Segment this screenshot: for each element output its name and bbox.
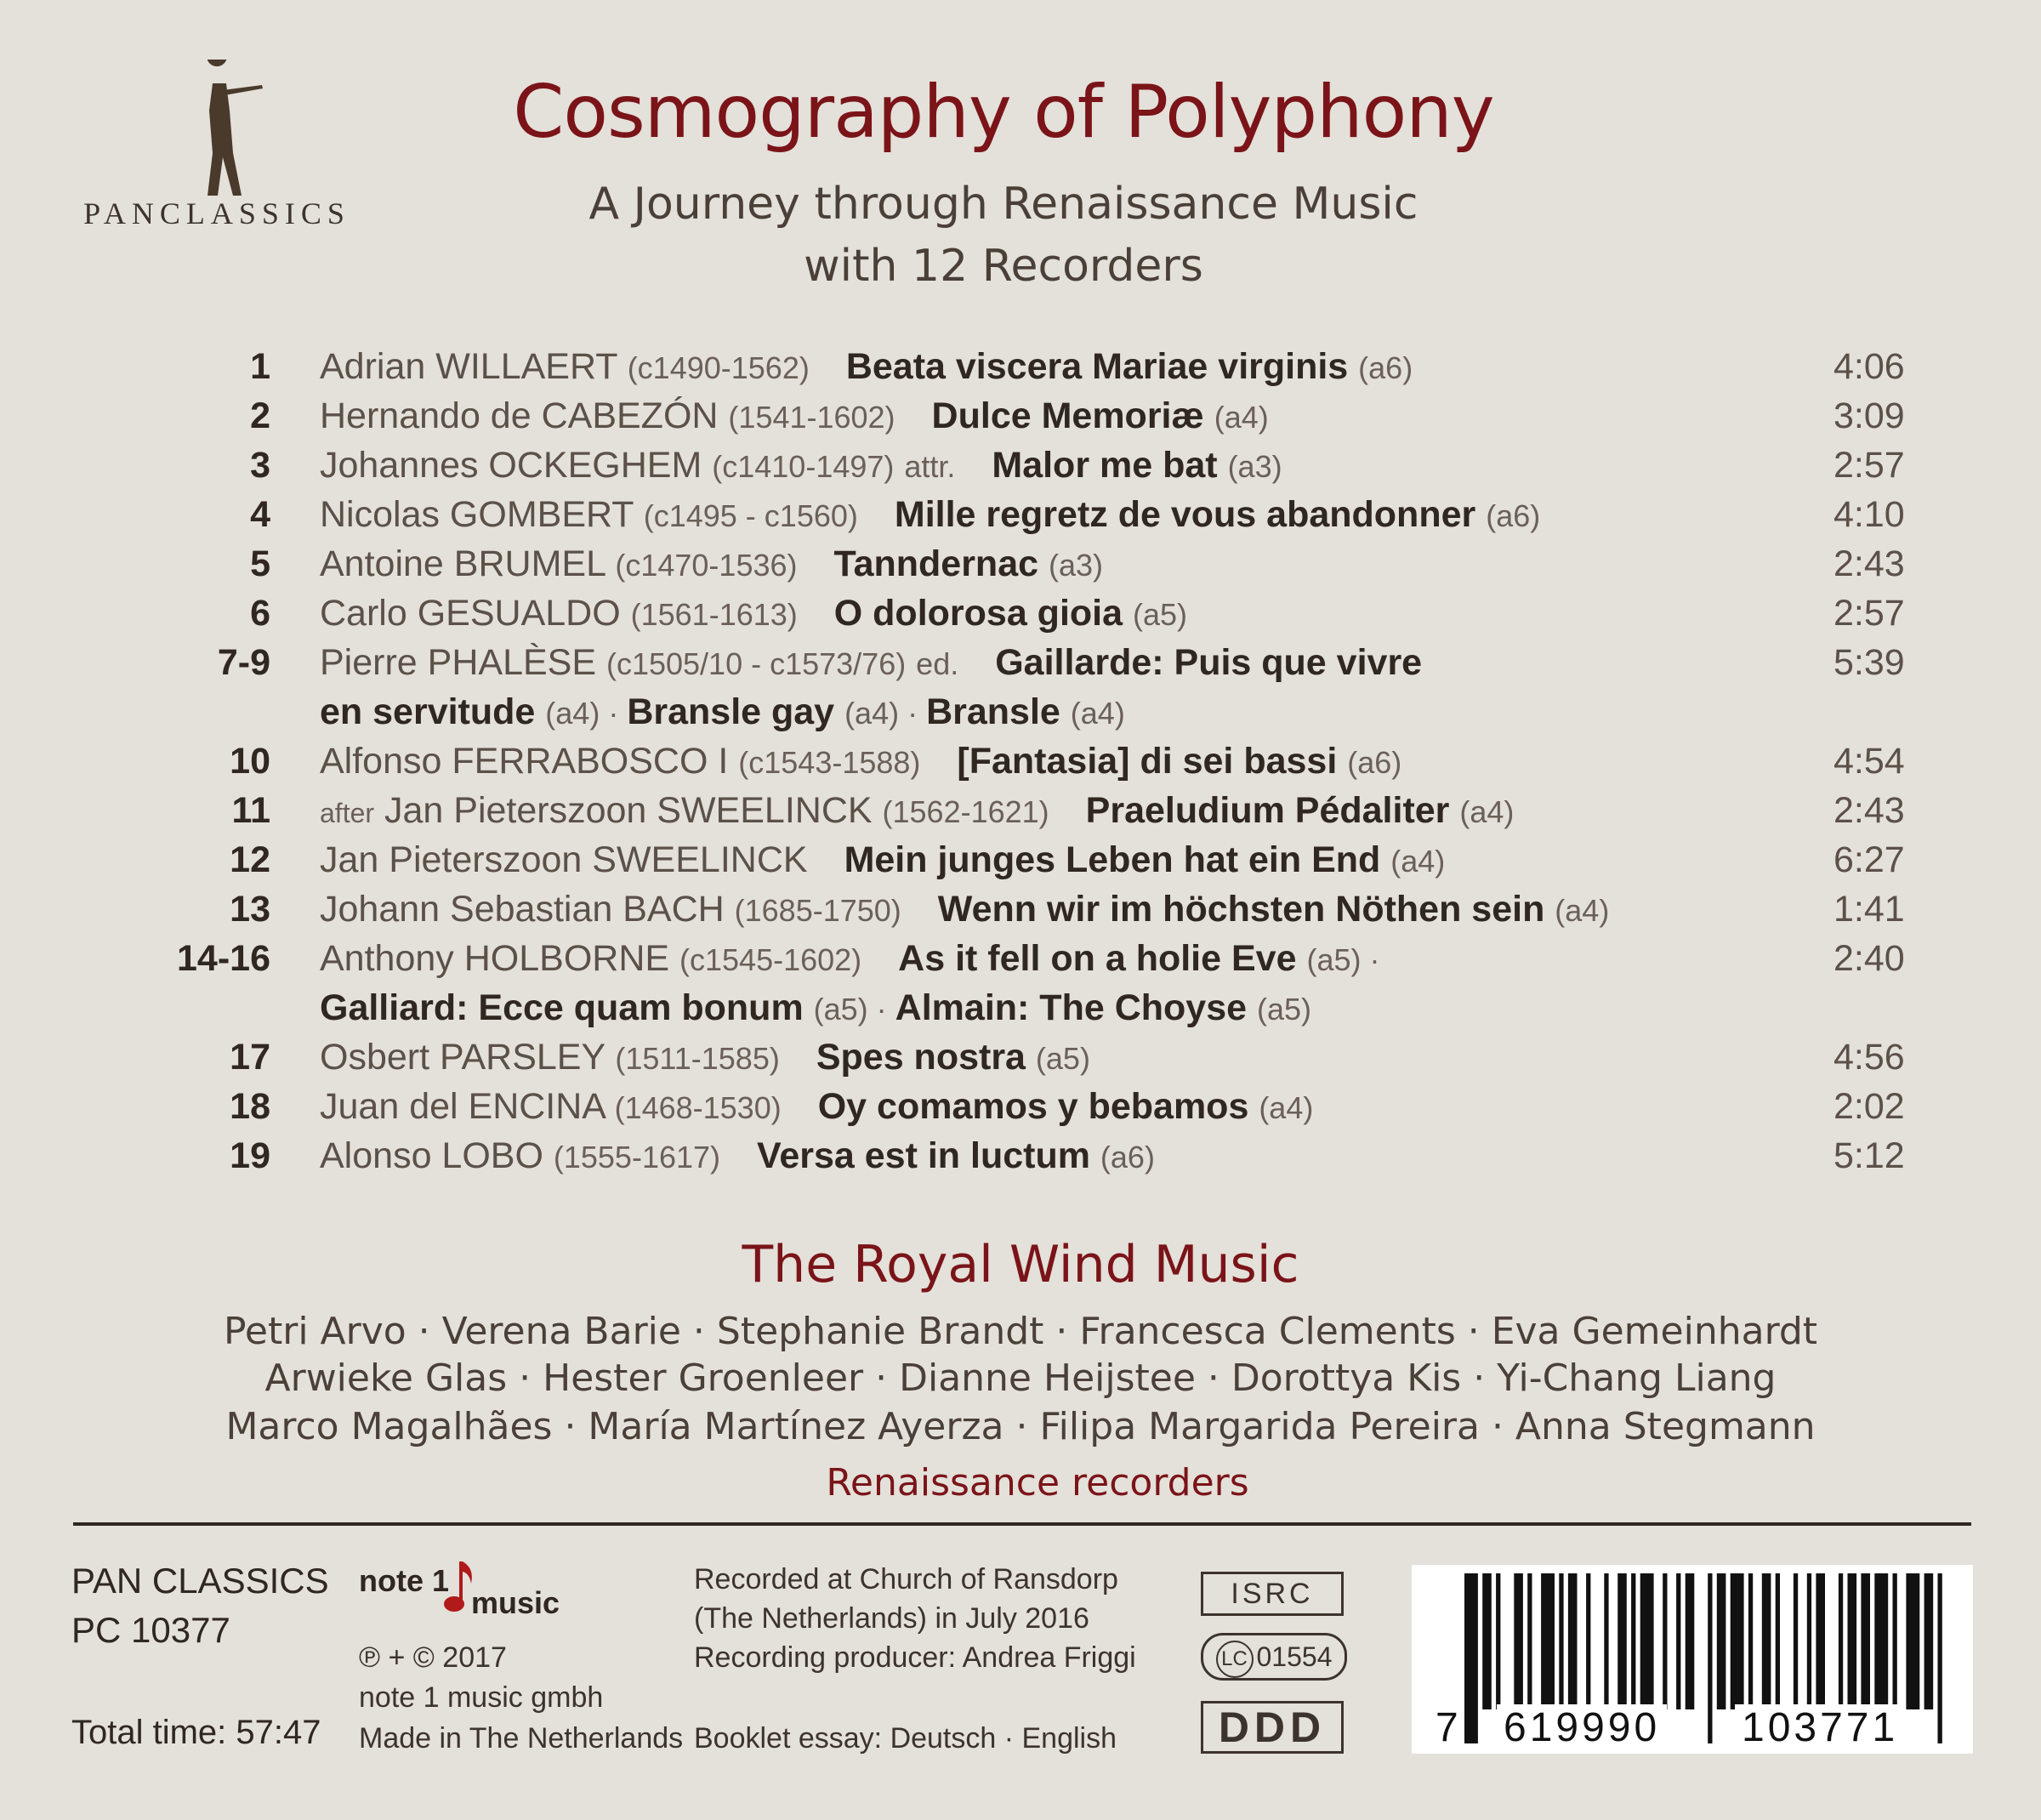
- track-duration: 3:09: [1833, 395, 1905, 436]
- track-work-title: Mein junges Leben hat ein End: [844, 839, 1381, 880]
- track-work-title: [Fantasia] di sei bassi: [957, 741, 1338, 782]
- barcode-bar: [1496, 1573, 1500, 1709]
- note1-logo-word2: music: [471, 1585, 560, 1620]
- track-row: [0, 884, 2041, 934]
- track-work-title: Wenn wir im höchsten Nöthen sein: [937, 889, 1545, 930]
- track-composer-years: (1511-1585): [615, 1041, 780, 1076]
- track-voices: (a4): [1390, 844, 1446, 879]
- track-duration: 4:56: [1833, 1037, 1905, 1078]
- track-number: 4: [250, 494, 270, 535]
- track-voices: (a4): [844, 696, 900, 731]
- track-composer-years: (c1545-1602): [679, 942, 862, 977]
- track-work-title: Beata viscera Mariae virginis: [845, 346, 1349, 387]
- track-number: 5: [250, 543, 270, 584]
- track-voices: (a6): [1486, 498, 1541, 533]
- note1-music-logo: [359, 1563, 580, 1623]
- barcode-bar: [1686, 1573, 1695, 1709]
- barcode-bar: [1794, 1573, 1798, 1709]
- track-number: 1: [250, 346, 270, 387]
- track-work-title: Mille regretz de vous abandonner: [894, 494, 1476, 535]
- track-composer-years: (c1410-1497): [712, 449, 895, 484]
- barcode-bar: [1848, 1573, 1857, 1709]
- track-number: 6: [250, 593, 270, 634]
- track-composer: Carlo GESUALDO: [320, 593, 621, 634]
- track-line: [320, 539, 1103, 590]
- barcode-bar: [1640, 1573, 1654, 1709]
- barcode-bar: [1924, 1573, 1934, 1709]
- track-work-title: Malor me bat: [992, 445, 1218, 486]
- track-number: 18: [230, 1086, 270, 1127]
- track-line: [320, 1131, 1155, 1182]
- track-composer-years: (1561-1613): [630, 597, 798, 632]
- track-composer-years: (1541-1602): [728, 400, 895, 435]
- track-voices: (a4): [1459, 794, 1515, 829]
- barcode-bar: [1568, 1573, 1578, 1709]
- track-composer: Anthony HOLBORNE: [320, 938, 670, 979]
- lc-number: 01554: [1256, 1641, 1333, 1672]
- track-composer: Alfonso FERRABOSCO I: [320, 741, 729, 782]
- track-line: [320, 1082, 1313, 1133]
- barcode-right-digits: 103771: [1735, 1704, 1905, 1751]
- track-line: [320, 1032, 1090, 1083]
- ensemble-role: Renaissance recorders: [826, 1461, 1249, 1504]
- track-composer: Antoine BRUMEL: [320, 543, 605, 584]
- barcode-bar: [1839, 1573, 1843, 1709]
- track-duration: 5:39: [1833, 642, 1905, 683]
- track-row: [0, 342, 2041, 391]
- album-subtitle-line1: A Journey through Renaissance Music: [588, 179, 1418, 230]
- track-duration: 1:41: [1833, 889, 1905, 930]
- barcode-bar: [1874, 1573, 1888, 1709]
- track-number: 10: [230, 741, 270, 782]
- track-composer-years: (1555-1617): [553, 1140, 721, 1174]
- track-number: 13: [230, 889, 270, 930]
- track-voices: (a5): [1132, 597, 1188, 632]
- barcode-bar: [1514, 1573, 1523, 1709]
- track-composer-years: (c1490-1562): [627, 350, 810, 385]
- track-row: [0, 1131, 2041, 1180]
- track-line: Galliard: Ecce quam bonum (a5) · Almain: The Choyse (a5): [320, 987, 1312, 1028]
- track-composer-years: (c1495 - c1560): [643, 498, 858, 533]
- track-line: [320, 342, 1413, 393]
- label-code-badge: [1201, 1633, 1347, 1681]
- track-number: 11: [231, 790, 270, 831]
- barcode-bar: [1861, 1573, 1870, 1709]
- recorded-at-line1: Recorded at Church of Ransdorp: [694, 1563, 1118, 1595]
- track-work-title: As it fell on a holie Eve: [898, 938, 1297, 979]
- barcode-bar: [1631, 1573, 1635, 1709]
- track-work-title: Gaillarde: Puis que vivre: [995, 642, 1423, 683]
- track-row: [0, 737, 2041, 786]
- barcode-bar: [1586, 1573, 1590, 1709]
- barcode-bar: [1776, 1573, 1780, 1709]
- logo-wordmark: PANCLASSICS: [83, 196, 350, 230]
- track-work-title: Tanndernac: [833, 543, 1039, 584]
- track-line: [320, 391, 1269, 442]
- track-voices: (a5) ·: [1306, 942, 1380, 977]
- track-composer-years: (1468-1530): [614, 1090, 782, 1125]
- track-voices: (a6): [1347, 745, 1402, 780]
- track-line: [320, 638, 1422, 689]
- track-composer: Jan Pieterszoon SWEELINCK: [320, 839, 808, 880]
- ensemble-members-line3: Marco Magalhães · María Martínez Ayerza · Filipa Margarida Pereira · Anna Stegmann: [225, 1405, 1816, 1448]
- lc-prefix: LC: [1216, 1641, 1254, 1678]
- barcode: [1412, 1565, 1973, 1754]
- track-row: [0, 835, 2041, 884]
- track-row: [0, 1082, 2041, 1131]
- barcode-bar: [1527, 1573, 1532, 1709]
- track-composer: Alonso LOBO: [320, 1135, 543, 1176]
- total-time: Total time: 57:47: [71, 1714, 321, 1751]
- track-duration: 4:10: [1833, 494, 1905, 535]
- track-row-continuation: [0, 687, 2041, 737]
- track-voices: (a4): [1070, 696, 1125, 731]
- track-row: [0, 786, 2041, 835]
- track-composer: Juan del ENCINA: [320, 1086, 605, 1127]
- track-line: [320, 786, 1514, 838]
- copyright: ℗ + © 2017: [359, 1641, 507, 1674]
- barcode-bar: [1676, 1573, 1680, 1709]
- barcode-bar: [1663, 1573, 1667, 1709]
- barcode-bar: [1748, 1573, 1753, 1709]
- track-voices: (a4): [545, 696, 600, 731]
- ensemble-members-line1: Petri Arvo · Verena Barie · Stephanie Brandt · Francesca Clements · Eva Gemeinhardt: [223, 1310, 1818, 1353]
- track-work-title: Almain: The Choyse: [895, 987, 1248, 1028]
- track-line: [320, 589, 1187, 640]
- track-number: 3: [250, 445, 270, 486]
- barcode-bar: [1816, 1573, 1825, 1709]
- track-work-title: Versa est in luctum: [757, 1135, 1090, 1176]
- track-row: [0, 934, 2041, 983]
- track-voices: (a5): [813, 992, 868, 1027]
- track-voices: (a4): [1259, 1090, 1314, 1125]
- track-duration: 2:57: [1833, 593, 1905, 634]
- track-composer-years: (c1505/10 - c1573/76): [605, 646, 907, 681]
- barcode-bar: [1807, 1573, 1811, 1709]
- track-composer-years: (c1543-1588): [738, 745, 921, 780]
- track-composer: Jan Pieterszoon SWEELINCK: [384, 790, 873, 831]
- track-attribution: attr.: [904, 449, 956, 484]
- track-work-title: Dulce Memoriæ: [931, 395, 1204, 436]
- track-composer: Nicolas GOMBERT: [320, 494, 634, 535]
- barcode-left-digits: 619990: [1497, 1704, 1667, 1751]
- track-line: [320, 884, 1609, 936]
- track-voices: (a6): [1358, 350, 1413, 385]
- track-work-title: Bransle gay: [627, 691, 835, 732]
- track-work-title: en servitude: [320, 691, 536, 732]
- track-duration: 2:02: [1833, 1086, 1905, 1127]
- made-in: Made in The Netherlands: [359, 1722, 684, 1755]
- ensemble-name: The Royal Wind Music: [742, 1235, 1299, 1294]
- track-voices: (a3): [1048, 548, 1104, 583]
- track-work-title: Spes nostra: [816, 1037, 1026, 1078]
- track-attribution: ed.: [916, 646, 959, 681]
- track-voices: (a4): [1214, 400, 1269, 435]
- barcode-bar: [1762, 1573, 1771, 1709]
- track-line: [320, 441, 1282, 492]
- track-duration: 6:27: [1833, 839, 1905, 880]
- album-title: Cosmography of Polyphony: [513, 70, 1494, 155]
- track-composer: Hernando de CABEZÓN: [320, 395, 719, 436]
- track-work-title: Oy comamos y bebamos: [817, 1086, 1249, 1127]
- track-composer: Osbert PARSLEY: [320, 1037, 605, 1078]
- ddd-badge: DDD: [1201, 1701, 1344, 1754]
- booklet-essay: Booklet essay: Deutsch · English: [694, 1722, 1117, 1755]
- track-work-title: Praeludium Pédaliter: [1085, 790, 1450, 831]
- track-number: 19: [230, 1135, 270, 1176]
- track-voices: (a3): [1227, 449, 1282, 484]
- track-composer: Pierre PHALÈSE: [320, 642, 597, 683]
- company: note 1 music gmbh: [359, 1681, 604, 1714]
- track-composer-years: (1685-1750): [734, 893, 901, 928]
- ensemble-members-line2: Arwieke Glas · Hester Groenleer · Dianne Heijstee · Dorottya Kis · Yi-Chang Liang: [264, 1356, 1777, 1400]
- track-work-title: Galliard: Ecce quam bonum: [320, 987, 804, 1028]
- track-duration: 2:43: [1833, 543, 1905, 584]
- barcode-bar: [1559, 1573, 1563, 1709]
- barcode-bar: [1893, 1573, 1897, 1709]
- track-number: 17: [230, 1037, 270, 1078]
- barcode-bar: [1604, 1573, 1608, 1709]
- track-list: [0, 342, 2041, 1180]
- track-row-continuation: [0, 983, 2041, 1032]
- track-row: [0, 638, 2041, 687]
- track-row: [0, 441, 2041, 490]
- barcode-bar: [1482, 1573, 1492, 1709]
- track-duration: 2:57: [1833, 445, 1905, 486]
- track-duration: 4:54: [1833, 741, 1905, 782]
- track-voices: (a5): [1256, 992, 1312, 1027]
- recording-producer: Recording producer: Andrea Friggi: [694, 1641, 1136, 1674]
- track-number: 2: [250, 395, 270, 436]
- footer-divider: [73, 1522, 1971, 1526]
- track-voices: (a4): [1555, 893, 1610, 928]
- track-row: [0, 490, 2041, 539]
- barcode-bar: [1717, 1573, 1726, 1709]
- track-line: [320, 934, 1379, 985]
- track-line: [320, 490, 1540, 541]
- track-duration: 2:40: [1833, 938, 1905, 979]
- track-composer-years: (1562-1621): [882, 794, 1049, 829]
- barcode-first-digit: 7: [1436, 1705, 1458, 1750]
- label-name: PAN CLASSICS: [71, 1561, 329, 1601]
- track-work-title: O dolorosa gioia: [833, 593, 1123, 634]
- track-voices: (a5): [1035, 1041, 1090, 1076]
- panclassics-logo: [68, 60, 366, 247]
- barcode-bar: [1906, 1573, 1919, 1709]
- note1-logo-word1: note 1: [359, 1563, 450, 1598]
- barcode-bar: [1541, 1573, 1555, 1709]
- isrc-badge: ISRC: [1201, 1572, 1344, 1616]
- track-duration: 4:06: [1833, 346, 1905, 387]
- track-work-title: Bransle: [926, 691, 1060, 732]
- track-composer: Johannes OCKEGHEM: [320, 445, 702, 486]
- track-row: [0, 589, 2041, 638]
- track-number: 12: [230, 839, 270, 880]
- track-number: 7-9: [217, 642, 270, 683]
- barcode-bar: [1617, 1573, 1627, 1709]
- track-row: [0, 391, 2041, 441]
- track-line: [320, 835, 1445, 886]
- track-duration: 5:12: [1833, 1135, 1905, 1176]
- recorded-at-line2: (The Netherlands) in July 2016: [694, 1602, 1089, 1635]
- track-row: [0, 1032, 2041, 1082]
- flute-player-figure-icon: [170, 60, 272, 204]
- track-row: [0, 539, 2041, 589]
- track-voices: (a6): [1100, 1140, 1155, 1174]
- track-line: en servitude (a4) · Bransle gay (a4) · Bransle (a4): [320, 691, 1125, 732]
- barcode-digits: [1412, 1704, 1973, 1754]
- album-subtitle-line2: with 12 Recorders: [804, 241, 1203, 292]
- track-composer: Adrian WILLAERT: [320, 346, 617, 387]
- track-composer: Johann Sebastian BACH: [320, 889, 725, 930]
- track-composer-prefix: after: [320, 798, 375, 828]
- track-number: 14-16: [177, 938, 270, 979]
- track-duration: 2:43: [1833, 790, 1905, 831]
- track-composer-years: (c1470-1536): [615, 548, 798, 583]
- catalog-number: PC 10377: [71, 1610, 230, 1650]
- barcode-bar: [1731, 1573, 1744, 1709]
- track-line: [320, 737, 1401, 788]
